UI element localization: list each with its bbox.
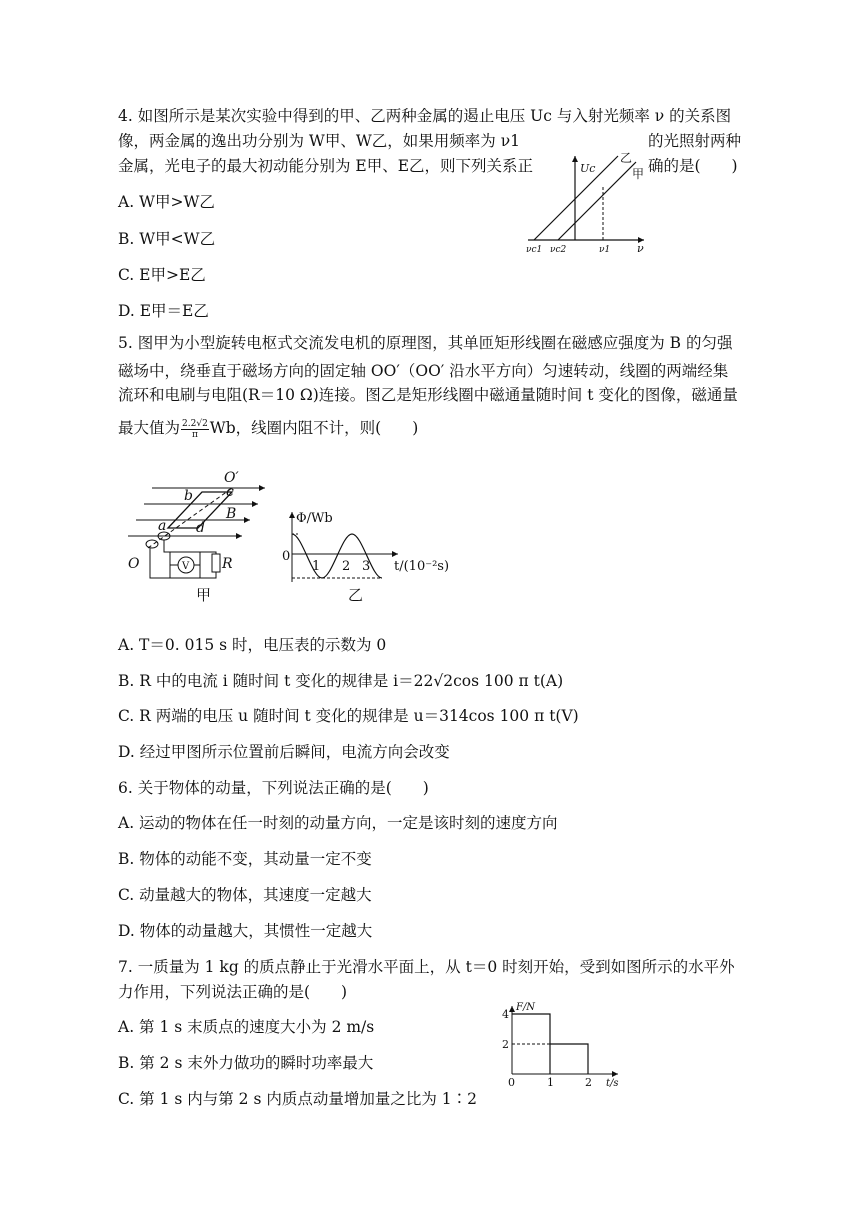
q5-fig-yi-caption: 乙: [348, 586, 364, 604]
q5-fig-yi-x-tick-2: 2: [342, 559, 351, 574]
q5-fig-jia-label-c: c: [226, 484, 234, 500]
q6-option-c: C. 动量越大的物体，其速度一定越大: [118, 886, 372, 904]
q4-graph-y-label: Uc: [580, 162, 596, 175]
q4-option-b: B. W甲<W乙: [118, 230, 216, 248]
q5-fraction-numerator: 2.2√2: [182, 418, 208, 429]
q5-fig-jia-label-o: O: [128, 556, 140, 572]
q5-flux-time-graph: [282, 506, 452, 606]
q4-option-c: C. E甲>E乙: [118, 266, 206, 284]
q7-graph-y-tick-4: 4: [502, 1008, 509, 1021]
q5-generator-diagram: [120, 466, 280, 606]
q5-fig-yi-x-tick-3: 3: [362, 559, 371, 574]
q7-graph-y-label: F/N: [516, 1002, 536, 1013]
q4-stem-line2a: 像，两金属的逸出功分别为 W甲、W乙，如果用频率为 ν1: [118, 132, 521, 150]
q4-graph-line-label-jia: 甲: [632, 167, 645, 181]
q5-stem-line1: 5. 图甲为小型旋转电枢式交流发电机的原理图，其单匝矩形线圈在磁感应强度为 B 的匀强: [118, 334, 733, 352]
q7-graph-x-label: t/s: [606, 1078, 619, 1089]
q7-option-a: A. 第 1 s 末质点的速度大小为 2 m/s: [118, 1018, 375, 1036]
q5-fig-yi-origin: 0: [282, 549, 291, 564]
q5-option-b: B. R 中的电流 i 随时间 t 变化的规律是 i＝22√2cos 100 π t(A): [118, 672, 564, 690]
q5-fig-jia-caption: 甲: [196, 586, 212, 604]
q5-flux-max-fraction: [181, 419, 209, 440]
q7-graph-x-tick-0: 0: [508, 1076, 515, 1089]
q4-stem-line1: 4. 如图所示是某次实验中得到的甲、乙两种金属的遏止电压 Uc 与入射光频率 ν 的关系图: [118, 107, 732, 125]
q7-force-time-graph: [498, 1000, 628, 1088]
q5-option-d: D. 经过甲图所示位置前后瞬间，电流方向会改变: [118, 743, 450, 761]
q5-fig-jia-label-field: B: [226, 506, 237, 522]
q4-option-d: D. E甲＝E乙: [118, 302, 209, 320]
q5-fig-jia-label-oprime: O′: [224, 470, 239, 486]
q7-graph-x-tick-2: 2: [585, 1076, 592, 1089]
q5-stem-line4-pre: 最大值为: [118, 419, 181, 437]
q6-stem: 6. 关于物体的动量，下列说法正确的是( ): [118, 779, 429, 797]
q4-stem-line2b: 的光照射两种: [648, 132, 742, 150]
q4-graph-x-label: ν: [637, 242, 644, 255]
q7-option-c: C. 第 1 s 内与第 2 s 内质点动量增加量之比为 1∶2: [118, 1090, 478, 1108]
q6-option-b: B. 物体的动能不变，其动量一定不变: [118, 850, 372, 868]
q5-fig-jia-resistor: R: [222, 556, 233, 572]
q5-fig-jia-label-a: a: [158, 518, 167, 534]
q5-option-c: C. R 两端的电压 u 随时间 t 变化的规律是 u＝314cos 100 π t(V): [118, 707, 579, 725]
q4-uc-frequency-graph: [520, 148, 650, 256]
q4-graph-x-tick-1: νc1: [526, 245, 543, 255]
q7-graph-x-tick-1: 1: [547, 1076, 554, 1089]
q4-option-a: A. W甲>W乙: [118, 193, 215, 211]
q7-option-b: B. 第 2 s 末外力做功的瞬时功率最大: [118, 1054, 374, 1072]
q6-option-d: D. 物体的动量越大，其惯性一定越大: [118, 922, 373, 940]
q6-option-a: A. 运动的物体在任一时刻的动量方向，一定是该时刻的速度方向: [118, 814, 558, 832]
q4-graph-x-tick-3: ν1: [599, 245, 611, 255]
q5-fraction-denominator: π: [191, 429, 198, 440]
q5-option-a: A. T＝0. 015 s 时，电压表的示数为 0: [118, 636, 387, 654]
q5-fig-jia-voltmeter: V: [182, 561, 190, 572]
q5-stem-line4: [118, 418, 418, 440]
q4-stem-line3a: 金属，光电子的最大初动能分别为 E甲、E乙，则下列关系正: [118, 157, 534, 175]
q7-stem-line1: 7. 一质量为 1 kg 的质点静止于光滑水平面上，从 t＝0 时刻开始，受到如图所示的水平外: [118, 958, 735, 976]
q5-fig-yi-y-label: Φ/Wb: [296, 511, 333, 526]
q5-fig-yi-x-tick-1: 1: [312, 559, 321, 574]
q4-graph-x-tick-2: νc2: [550, 245, 567, 255]
q4-graph-line-label-yi: 乙: [620, 151, 633, 165]
q4-stem-line3b: 确的是( ): [648, 157, 738, 175]
q5-stem-line4-post: Wb，线圈内阻不计，则( ): [209, 419, 419, 437]
q5-stem-line2: 磁场中，绕垂直于磁场方向的固定轴 OO′（OO′ 沿水平方向）匀速转动，线圈的两端经集: [118, 362, 729, 380]
q5-fig-jia-label-d: d: [196, 520, 205, 536]
q5-stem-line3: 流环和电刷与电阻(R＝10 Ω)连接。图乙是矩形线圈中磁通量随时间 t 变化的图像，磁通量: [118, 386, 738, 404]
q7-stem-line2: 力作用，下列说法正确的是( ): [118, 983, 348, 1001]
q5-fig-yi-x-label: t/(10⁻²s): [394, 559, 450, 574]
q5-fig-jia-label-b: b: [184, 488, 193, 504]
q7-graph-y-tick-2: 2: [502, 1038, 509, 1051]
